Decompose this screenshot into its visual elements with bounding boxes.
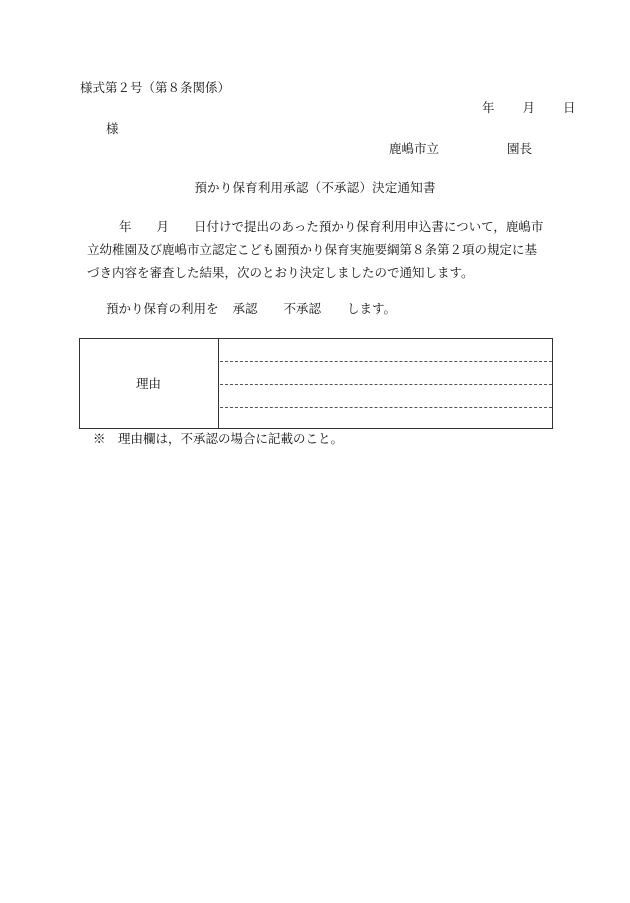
issuer-title: 園長: [507, 141, 533, 156]
reason-entry-line-2[interactable]: [220, 384, 552, 385]
reason-table: [79, 338, 553, 429]
decision-approve: 承認: [232, 301, 258, 316]
decision-prefix: 預かり保育の利用を: [106, 301, 219, 316]
reason-entry-line-3[interactable]: [220, 407, 552, 408]
body-line-3: づき内容を審査した結果，次のとおり決定しましたので通知します。: [87, 265, 474, 280]
reason-entry-line-1[interactable]: [220, 361, 552, 362]
issuer: [389, 143, 532, 156]
body-line-1: 年 月 日付けで提出のあった預かり保育利用申込書について，鹿嶋市: [119, 219, 544, 234]
date-line: [482, 102, 576, 115]
document-title: 預かり保育利用承認（不承認）決定通知書: [194, 180, 436, 195]
addressee-suffix: 様: [106, 121, 119, 136]
footnote: ※ 理由欄は，不承認の場合に記載のこと。: [93, 431, 344, 446]
date-year: 年: [482, 100, 495, 115]
reason-label-cell: [80, 339, 219, 428]
decision-line: [106, 303, 396, 316]
issuer-city: 鹿嶋市立: [389, 141, 440, 156]
decision-reject: 不承認: [283, 301, 322, 316]
date-month: 月: [522, 100, 536, 115]
body-line-2: 立幼稚園及び鹿嶋市立認定こども園預かり保育実施要綱第８条第２項の規定に基: [87, 242, 538, 257]
form-number: 様式第２号（第８条関係）: [80, 80, 231, 95]
date-day: 日: [563, 100, 576, 115]
decision-suffix: します。: [347, 301, 397, 316]
reason-label: 理由: [136, 376, 162, 391]
